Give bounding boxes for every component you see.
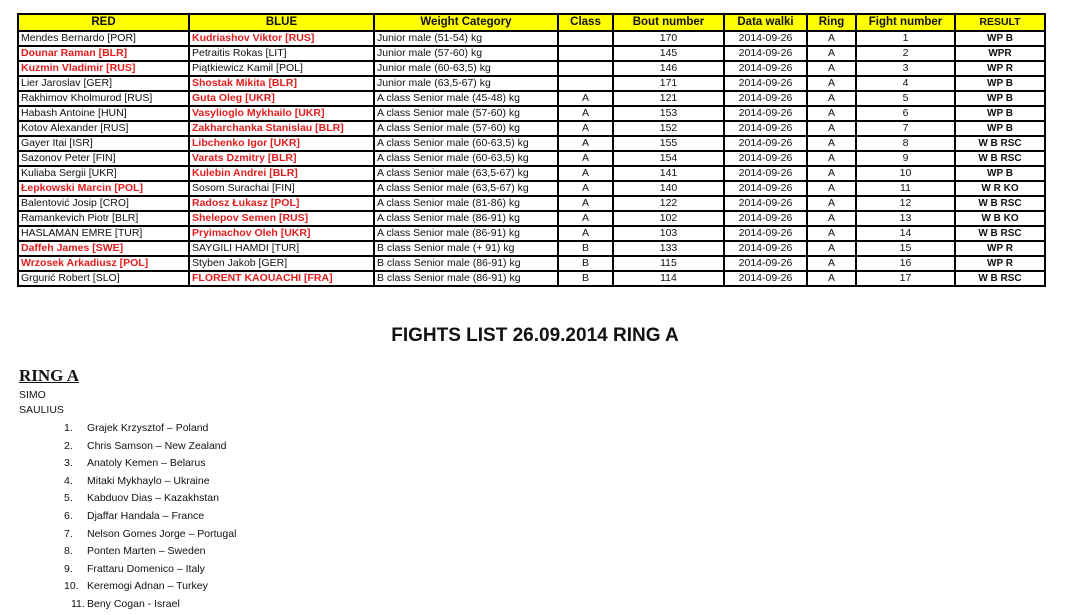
result-cell: W B RSC <box>955 136 1045 151</box>
class-cell: A <box>558 196 613 211</box>
class-cell: A <box>558 91 613 106</box>
blue-corner-cell: Shostak Mikita [BLR] <box>189 76 374 91</box>
official-item <box>64 508 236 526</box>
official-item <box>64 526 236 544</box>
fight-number-cell: 12 <box>856 196 955 211</box>
blue-corner-cell: Kudriashov Viktor [RUS] <box>189 31 374 46</box>
weight-category-cell: A class Senior male (63,5-67) kg <box>374 166 558 181</box>
weight-category-cell: A class Senior male (60-63,5) kg <box>374 151 558 166</box>
class-cell: A <box>558 136 613 151</box>
date-cell: 2014-09-26 <box>724 166 807 181</box>
class-cell: A <box>558 226 613 241</box>
page-title: FIGHTS LIST 26.09.2014 RING A <box>391 325 679 346</box>
class-cell: A <box>558 151 613 166</box>
ring-cell: A <box>807 31 856 46</box>
class-cell <box>558 31 613 46</box>
red-corner-cell: Kotov Alexander [RUS] <box>18 121 189 136</box>
fight-number-cell: 13 <box>856 211 955 226</box>
date-cell: 2014-09-26 <box>724 121 807 136</box>
date-cell: 2014-09-26 <box>724 91 807 106</box>
ring-cell: A <box>807 136 856 151</box>
date-cell: 2014-09-26 <box>724 61 807 76</box>
bout-number-cell: 121 <box>613 91 724 106</box>
result-cell: WP B <box>955 76 1045 91</box>
class-cell <box>558 46 613 61</box>
official-number: 9. <box>64 562 73 575</box>
table-row <box>18 121 1045 136</box>
ring-cell: A <box>807 166 856 181</box>
red-corner-cell: Rakhimov Kholmurod [RUS] <box>18 91 189 106</box>
table-row <box>18 46 1045 61</box>
bout-number-cell: 146 <box>613 61 724 76</box>
class-cell: B <box>558 271 613 286</box>
result-cell: WP B <box>955 106 1045 121</box>
official-number: 11. <box>71 597 85 610</box>
judge-name: SIMO <box>19 389 46 401</box>
official-name: Mitaki Mykhaylo – Ukraine <box>87 474 210 487</box>
fight-number-cell: 4 <box>856 76 955 91</box>
bout-number-cell: 103 <box>613 226 724 241</box>
table-row <box>18 181 1045 196</box>
result-cell: WP B <box>955 31 1045 46</box>
official-name: Keremogi Adnan – Turkey <box>87 580 208 593</box>
red-corner-cell: Gayer Itai [ISR] <box>18 136 189 151</box>
blue-corner-cell: FLORENT KAOUACHI [FRA] <box>189 271 374 286</box>
official-item <box>64 561 236 579</box>
ring-cell: A <box>807 106 856 121</box>
fights-table <box>17 13 1046 287</box>
result-cell: WP R <box>955 256 1045 271</box>
bout-number-cell: 114 <box>613 271 724 286</box>
col-header-ring: Ring <box>807 14 856 31</box>
table-row <box>18 136 1045 151</box>
blue-corner-cell: Vasylioglo Mykhailo [UKR] <box>189 106 374 121</box>
red-corner-cell: Łepkowski Marcin [POL] <box>18 181 189 196</box>
col-header-result: RESULT <box>955 14 1045 31</box>
date-cell: 2014-09-26 <box>724 226 807 241</box>
weight-category-cell: A class Senior male (86-91) kg <box>374 226 558 241</box>
red-corner-cell: Balentović Josip [CRO] <box>18 196 189 211</box>
table-row <box>18 106 1045 121</box>
blue-corner-cell: Libchenko Igor [UKR] <box>189 136 374 151</box>
weight-category-cell: A class Senior male (81-86) kg <box>374 196 558 211</box>
table-row <box>18 226 1045 241</box>
ring-cell: A <box>807 196 856 211</box>
official-item <box>64 543 236 561</box>
class-cell: B <box>558 241 613 256</box>
official-item <box>64 420 236 438</box>
bout-number-cell: 122 <box>613 196 724 211</box>
bout-number-cell: 170 <box>613 31 724 46</box>
table-header-row <box>18 14 1045 31</box>
class-cell: A <box>558 211 613 226</box>
bout-number-cell: 115 <box>613 256 724 271</box>
fight-number-cell: 5 <box>856 91 955 106</box>
weight-category-cell: A class Senior male (57-60) kg <box>374 121 558 136</box>
ring-cell: A <box>807 91 856 106</box>
table-row <box>18 256 1045 271</box>
weight-category-cell: B class Senior male (86-91) kg <box>374 271 558 286</box>
ring-cell: A <box>807 271 856 286</box>
blue-corner-cell: Petraitis Rokas [LIT] <box>189 46 374 61</box>
result-cell: WP B <box>955 91 1045 106</box>
official-name: Kabduov Dias – Kazakhstan <box>87 492 219 505</box>
ring-cell: A <box>807 211 856 226</box>
official-name: Frattaru Domenico – Italy <box>87 562 205 575</box>
ring-cell: A <box>807 121 856 136</box>
weight-category-cell: B class Senior male (86-91) kg <box>374 256 558 271</box>
fight-number-cell: 11 <box>856 181 955 196</box>
result-cell: WP B <box>955 121 1045 136</box>
class-cell <box>558 76 613 91</box>
table-row <box>18 76 1045 91</box>
red-corner-cell: Sazonov Peter [FIN] <box>18 151 189 166</box>
table-row <box>18 166 1045 181</box>
blue-corner-cell: Varats Dzmitry [BLR] <box>189 151 374 166</box>
col-header-bout: Bout number <box>613 14 724 31</box>
result-cell: W B RSC <box>955 271 1045 286</box>
col-header-blue: BLUE <box>189 14 374 31</box>
date-cell: 2014-09-26 <box>724 76 807 91</box>
bout-number-cell: 153 <box>613 106 724 121</box>
date-cell: 2014-09-26 <box>724 241 807 256</box>
official-name: Ponten Marten – Sweden <box>87 545 206 558</box>
official-number: 6. <box>64 509 73 522</box>
official-name: Grajek Krzysztof – Poland <box>87 422 209 434</box>
fight-number-cell: 15 <box>856 241 955 256</box>
official-item <box>64 596 236 614</box>
blue-corner-cell: Radosz Łukasz [POL] <box>189 196 374 211</box>
red-corner-cell: Kuzmin Vladimir [RUS] <box>18 61 189 76</box>
officials-list <box>64 420 236 614</box>
date-cell: 2014-09-26 <box>724 196 807 211</box>
ring-cell: A <box>807 181 856 196</box>
official-item <box>64 455 236 473</box>
fight-number-cell: 17 <box>856 271 955 286</box>
official-name: Nelson Gomes Jorge – Portugal <box>87 527 237 540</box>
ring-cell: A <box>807 151 856 166</box>
red-corner-cell: HASLAMAN EMRE [TUR] <box>18 226 189 241</box>
official-number: 3. <box>64 457 73 470</box>
date-cell: 2014-09-26 <box>724 31 807 46</box>
blue-corner-cell: Shelepov Semen [RUS] <box>189 211 374 226</box>
ring-heading: RING A <box>19 366 79 385</box>
weight-category-cell: B class Senior male (+ 91) kg <box>374 241 558 256</box>
table-row <box>18 91 1045 106</box>
result-cell: W B KO <box>955 211 1045 226</box>
red-corner-cell: Wrzosek Arkadiusz [POL] <box>18 256 189 271</box>
bout-number-cell: 152 <box>613 121 724 136</box>
bout-number-cell: 171 <box>613 76 724 91</box>
fight-number-cell: 6 <box>856 106 955 121</box>
class-cell: B <box>558 256 613 271</box>
result-cell: W B RSC <box>955 196 1045 211</box>
ring-cell: A <box>807 256 856 271</box>
official-number: 4. <box>64 474 73 487</box>
fight-number-cell: 7 <box>856 121 955 136</box>
ring-cell: A <box>807 76 856 91</box>
red-corner-cell: Mendes Bernardo [POR] <box>18 31 189 46</box>
blue-corner-cell: Styben Jakob [GER] <box>189 256 374 271</box>
fight-number-cell: 9 <box>856 151 955 166</box>
weight-category-cell: A class Senior male (45-48) kg <box>374 91 558 106</box>
judge-name: SAULIUS <box>19 404 64 416</box>
col-header-class: Class <box>558 14 613 31</box>
class-cell: A <box>558 121 613 136</box>
official-number: 8. <box>64 545 73 558</box>
fight-number-cell: 16 <box>856 256 955 271</box>
result-cell: WP R <box>955 61 1045 76</box>
red-corner-cell: Habash Antoine [HUN] <box>18 106 189 121</box>
table-row <box>18 271 1045 286</box>
class-cell: A <box>558 181 613 196</box>
result-cell: W B RSC <box>955 151 1045 166</box>
official-name: Chris Samson – New Zealand <box>87 439 227 452</box>
date-cell: 2014-09-26 <box>724 211 807 226</box>
date-cell: 2014-09-26 <box>724 271 807 286</box>
table-row <box>18 151 1045 166</box>
weight-category-cell: Junior male (63,5-67) kg <box>374 76 558 91</box>
official-name: Anatoly Kemen – Belarus <box>87 457 206 470</box>
table-row <box>18 241 1045 256</box>
weight-category-cell: A class Senior male (63,5-67) kg <box>374 181 558 196</box>
fight-number-cell: 1 <box>856 31 955 46</box>
result-cell: WPR <box>955 46 1045 61</box>
date-cell: 2014-09-26 <box>724 46 807 61</box>
official-item <box>64 490 236 508</box>
table-row <box>18 196 1045 211</box>
date-cell: 2014-09-26 <box>724 181 807 196</box>
weight-category-cell: A class Senior male (60-63,5) kg <box>374 136 558 151</box>
bout-number-cell: 154 <box>613 151 724 166</box>
official-number: 2. <box>64 439 73 452</box>
official-item <box>64 438 236 456</box>
weight-category-cell: Junior male (60-63,5) kg <box>374 61 558 76</box>
class-cell: A <box>558 106 613 121</box>
fight-number-cell: 2 <box>856 46 955 61</box>
weight-category-cell: A class Senior male (57-60) kg <box>374 106 558 121</box>
table-row <box>18 61 1045 76</box>
blue-corner-cell: SAYGILI HAMDI [TUR] <box>189 241 374 256</box>
weight-category-cell: A class Senior male (86-91) kg <box>374 211 558 226</box>
official-number: 10. <box>64 580 79 593</box>
red-corner-cell: Grgurić Robert [SLO] <box>18 271 189 286</box>
bout-number-cell: 140 <box>613 181 724 196</box>
class-cell: A <box>558 166 613 181</box>
fight-number-cell: 3 <box>856 61 955 76</box>
class-cell <box>558 61 613 76</box>
result-cell: WP B <box>955 166 1045 181</box>
official-name: Djaffar Handala – France <box>87 509 205 522</box>
bout-number-cell: 145 <box>613 46 724 61</box>
bout-number-cell: 141 <box>613 166 724 181</box>
col-header-red: RED <box>18 14 189 31</box>
official-number: 5. <box>64 492 73 505</box>
blue-corner-cell: Sosom Surachai [FIN] <box>189 181 374 196</box>
table-row <box>18 211 1045 226</box>
official-item <box>64 578 236 596</box>
red-corner-cell: Ramankevich Piotr [BLR] <box>18 211 189 226</box>
blue-corner-cell: Piątkiewicz Kamil [POL] <box>189 61 374 76</box>
col-header-fight: Fight number <box>856 14 955 31</box>
official-number: 7. <box>64 527 73 540</box>
blue-corner-cell: Pryimachov Oleh [UKR] <box>189 226 374 241</box>
fight-number-cell: 10 <box>856 166 955 181</box>
official-name: Beny Cogan - Israel <box>87 597 180 610</box>
weight-category-cell: Junior male (57-60) kg <box>374 46 558 61</box>
result-cell: W B RSC <box>955 226 1045 241</box>
result-cell: WP R <box>955 241 1045 256</box>
bout-number-cell: 133 <box>613 241 724 256</box>
date-cell: 2014-09-26 <box>724 136 807 151</box>
blue-corner-cell: Guta Oleg [UKR] <box>189 91 374 106</box>
ring-cell: A <box>807 61 856 76</box>
result-cell: W R KO <box>955 181 1045 196</box>
date-cell: 2014-09-26 <box>724 106 807 121</box>
col-header-date: Data walki <box>724 14 807 31</box>
ring-cell: A <box>807 241 856 256</box>
date-cell: 2014-09-26 <box>724 151 807 166</box>
red-corner-cell: Lier Jaroslav [GER] <box>18 76 189 91</box>
red-corner-cell: Dounar Raman [BLR] <box>18 46 189 61</box>
blue-corner-cell: Zakharchanka Stanislau [BLR] <box>189 121 374 136</box>
table-row <box>18 31 1045 46</box>
fight-number-cell: 8 <box>856 136 955 151</box>
date-cell: 2014-09-26 <box>724 256 807 271</box>
official-item <box>64 473 236 491</box>
red-corner-cell: Kuliaba Sergii [UKR] <box>18 166 189 181</box>
bout-number-cell: 102 <box>613 211 724 226</box>
col-header-weight: Weight Category <box>374 14 558 31</box>
red-corner-cell: Daffeh James [SWE] <box>18 241 189 256</box>
ring-cell: A <box>807 46 856 61</box>
fight-number-cell: 14 <box>856 226 955 241</box>
bout-number-cell: 155 <box>613 136 724 151</box>
weight-category-cell: Junior male (51-54) kg <box>374 31 558 46</box>
official-number: 1. <box>64 422 73 434</box>
ring-cell: A <box>807 226 856 241</box>
blue-corner-cell: Kulebin Andrei [BLR] <box>189 166 374 181</box>
